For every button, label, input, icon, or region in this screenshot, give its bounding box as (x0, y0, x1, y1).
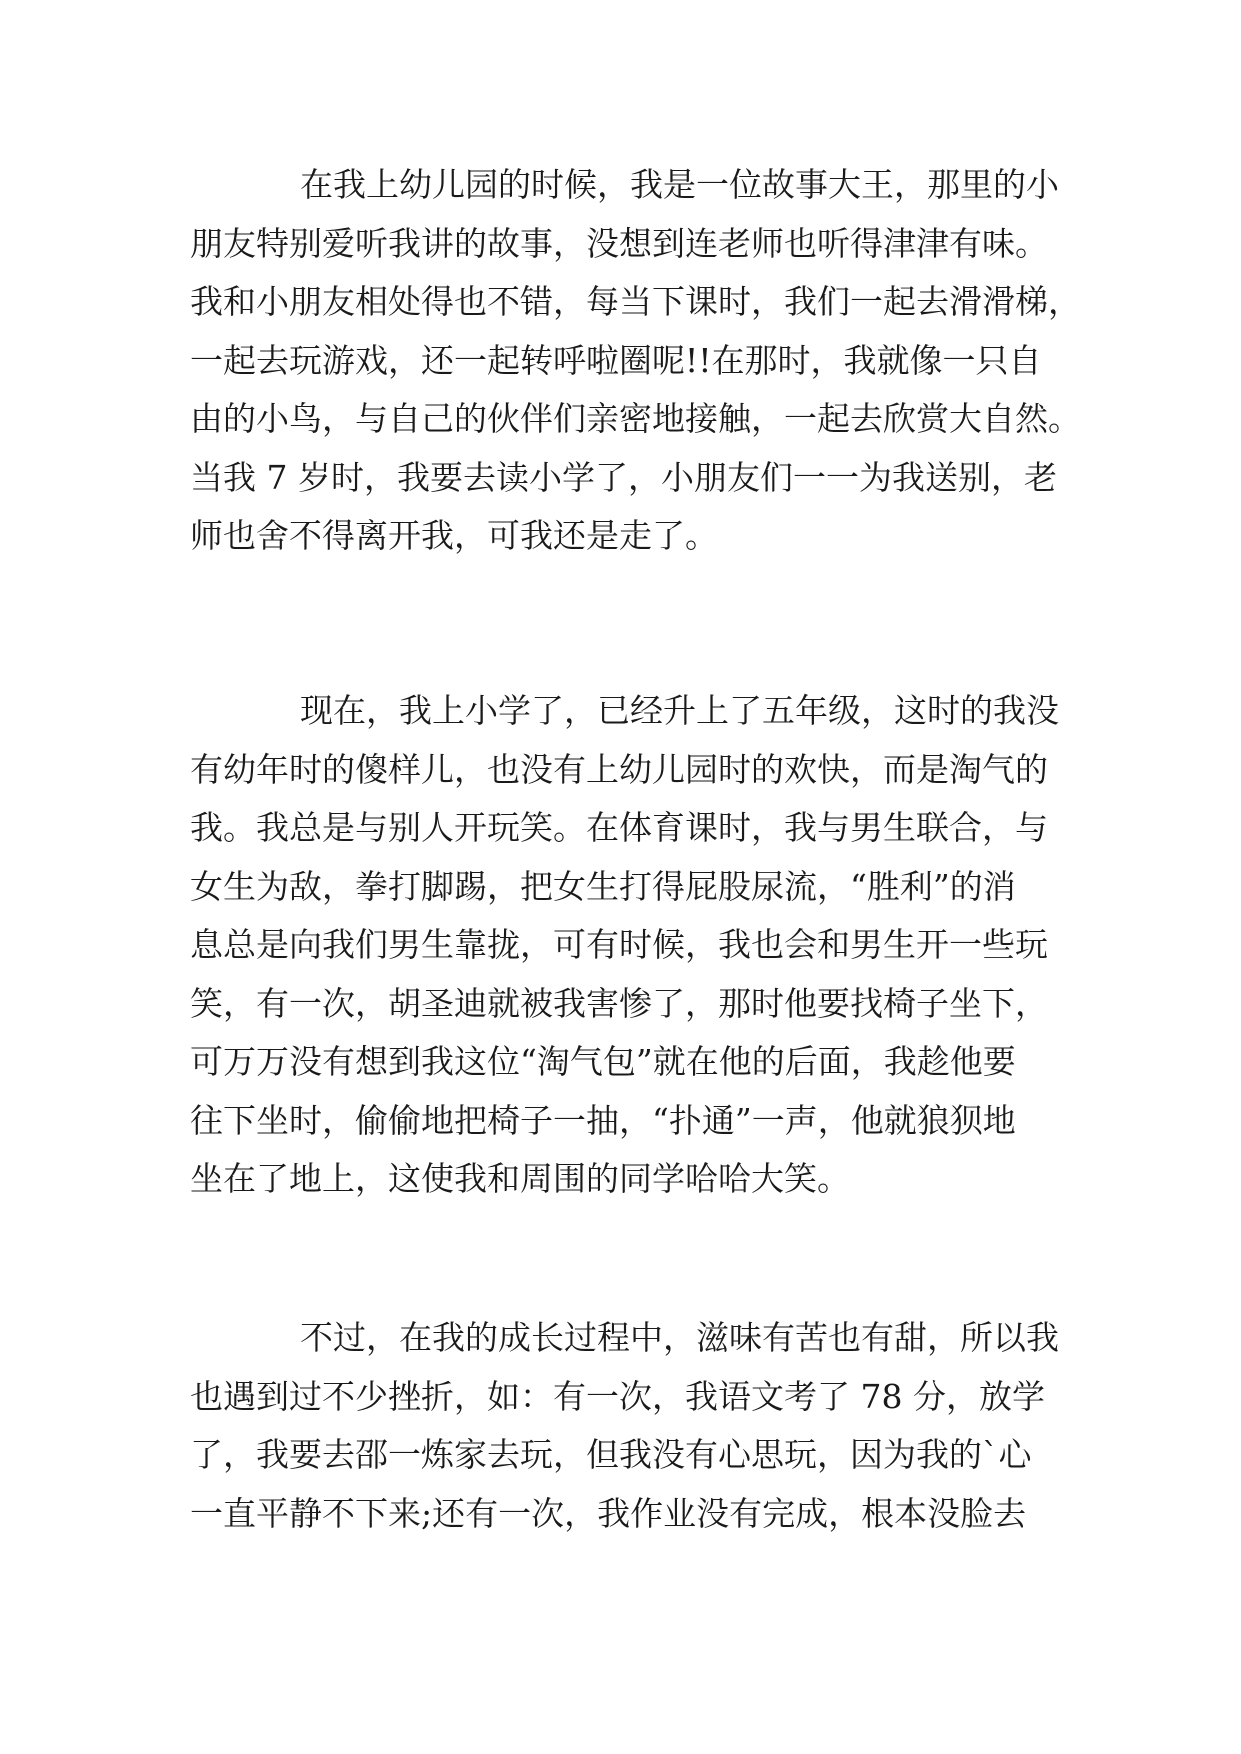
paragraph-line: 当我 7 岁时，我要去读小学了，小朋友们一一为我送别，老 (190, 457, 1057, 497)
paragraph-line: 坐在了地上，这使我和周围的同学哈哈大笑。 (190, 1159, 850, 1198)
paragraph-line: 往下坐时，偷偷地把椅子一抽，“扑通”一声，他就狼狈地 (190, 1100, 1016, 1140)
paragraph-line: 也遇到过不少挫折，如：有一次，我语文考了 78 分，放学 (190, 1376, 1045, 1416)
paragraph-line: 我和小朋友相处得也不错，每当下课时，我们一起去滑滑梯， (190, 282, 1081, 321)
paragraph-setbacks (190, 1309, 1070, 1543)
paragraph-line: 有幼年时的傻样儿，也没有上幼儿园时的欢快，而是淘气的 (190, 749, 1048, 789)
paragraph-line: 一直平静不下来;还有一次，我作业没有完成，根本没脸去 (190, 1493, 1027, 1533)
paragraph-line: 由的小鸟，与自己的伙伴们亲密地接触，一起去欣赏大自然。 (190, 399, 1081, 438)
paragraph-line: 在我上幼儿园的时候，我是一位故事大王，那里的小 (300, 165, 1059, 204)
paragraph-line: 现在，我上小学了，已经升上了五年级，这时的我没 (300, 691, 1059, 730)
paragraph-line: 朋友特别爱听我讲的故事，没想到连老师也听得津津有味。 (190, 223, 1048, 263)
paragraph-line: 一起去玩游戏，还一起转呼啦圈呢!!在那时，我就像一只自 (190, 340, 1042, 380)
paragraph-line: 息总是向我们男生靠拢，可有时候，我也会和男生开一些玩 (190, 925, 1048, 964)
paragraph-line: 女生为敌，拳打脚踢，把女生打得屁股尿流，“胜利”的消 (190, 866, 1016, 906)
paragraph-line: 不过，在我的成长过程中，滋味有苦也有甜，所以我 (300, 1318, 1059, 1357)
paragraph-line: 可万万没有想到我这位“淘气包”就在他的后面，我趁他要 (190, 1042, 1016, 1081)
paragraph-line: 了，我要去邵一炼家去玩，但我没有心思玩，因为我的`心 (190, 1435, 1032, 1474)
paragraph-primary-school (190, 682, 1070, 1209)
paragraph-line: 师也舍不得离开我，可我还是走了。 (190, 516, 718, 555)
paragraph-line: 笑，有一次，胡圣迪就被我害惨了，那时他要找椅子坐下， (190, 983, 1048, 1023)
paragraph-line: 我。我总是与别人开玩笑。在体育课时，我与男生联合，与 (190, 808, 1048, 847)
paragraph-kindergarten (190, 156, 1081, 566)
